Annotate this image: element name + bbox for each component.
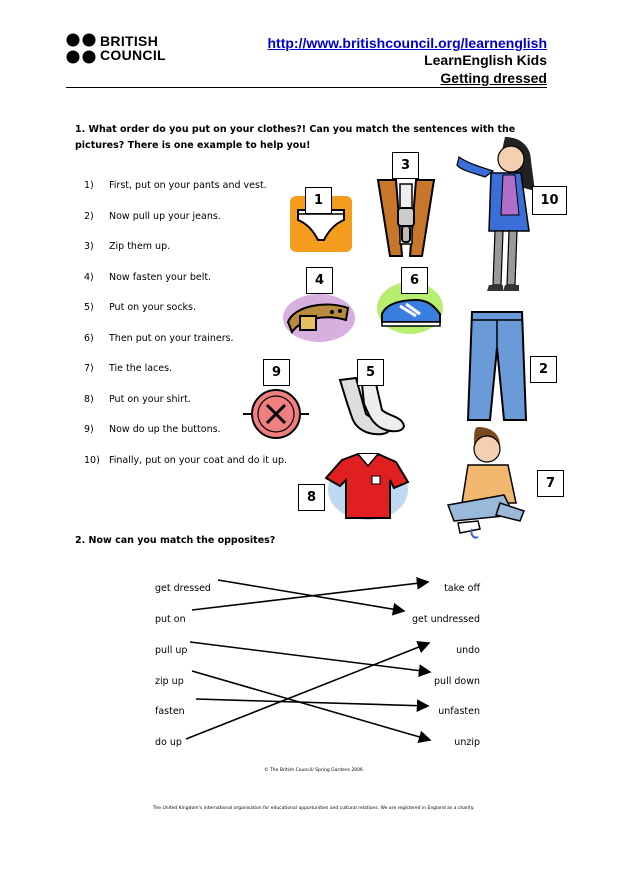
label-box-jeans: 2 [530,356,557,383]
list-item: 1) First, put on your pants and vest. [84,180,267,191]
exercise2-instruction: 2. Now can you match the opposites? [75,535,276,546]
copyright-line: © The British Council/ Spring Gardens 2006 [264,768,363,773]
list-item: 7) Tie the laces. [84,363,173,374]
label-box-shirt: 8 [298,484,325,511]
right-word: undo [456,645,480,656]
site-subtitle: LearnEnglish Kids [424,52,547,68]
learnenglish-link[interactable]: http://www.britishcouncil.org/learnenglish [267,35,547,51]
exercise1-instruction: 1. What order do you put on your clothes?! Can you match the sentences with the pictures? There is one example to help you! [75,124,516,151]
list-item: 3) Zip them up. [84,241,171,252]
label-box-trainers: 6 [401,267,428,294]
label-box-button: 9 [263,359,290,386]
label-box-belt: 4 [306,267,333,294]
left-word: zip up [155,676,184,687]
list-item: 6) Then put on your trainers. [84,332,234,344]
list-item: 5) Put on your socks. [84,302,197,313]
list-item: 8) Put on your shirt. [84,393,191,405]
label-box-coat: 10 [532,186,567,215]
charity-line: The United Kingdom's international organisation for educational opportunities and cultural relations. We are registered in England as a charity. [152,806,475,811]
left-word: get dressed [155,583,211,594]
label-box-socks: 5 [357,359,384,386]
label-box-pants: 1 [305,187,332,214]
match-arrow [196,699,428,706]
worksheet-topic: Getting dressed [440,70,547,86]
label-box-boy: 7 [537,470,564,497]
logo-text: BRITISH COUNCIL [100,33,166,63]
left-word: fasten [155,706,185,717]
right-word: unzip [454,737,480,748]
list-item: 9) Now do up the buttons. [84,424,221,435]
list-item: 2) Now pull up your jeans. [84,210,221,222]
match-arrow [192,582,428,610]
right-word: take off [444,583,480,594]
right-word: pull down [434,676,480,687]
label-box-zip: 3 [392,152,419,179]
right-word: unfasten [438,706,480,717]
right-word: get undressed [411,614,480,625]
left-word: pull up [155,645,188,656]
list-item: 10) Finally, put on your coat and do it up. [84,454,288,466]
left-word: put on [155,614,186,625]
left-word: do up [155,737,182,748]
list-item: 4) Now fasten your belt. [84,271,212,283]
